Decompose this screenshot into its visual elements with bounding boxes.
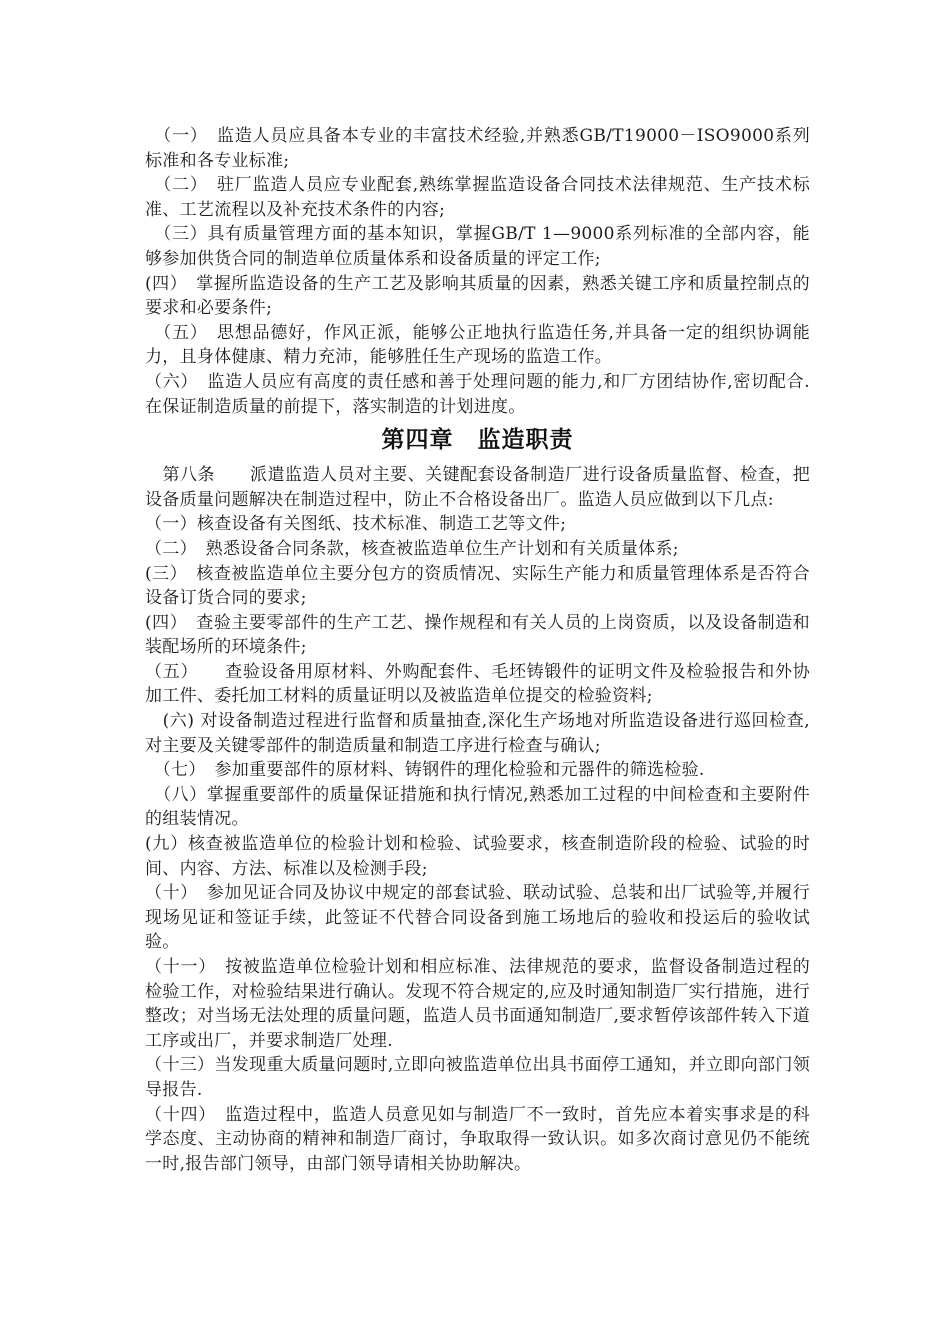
duty-item-9: (九）核查被监造单位的检验计划和检验、试验要求，核查制造阶段的检验、试验的时间、内容、方法、标准以及检测手段; <box>145 834 810 879</box>
article-8-intro: 第八条 派遣监造人员对主要、关键配套设备制造厂进行设备质量监督、检查，把设备质量问题解决在制造过程中，防止不合格设备出厂。监造人员应做到以下几点: <box>145 465 810 510</box>
duty-item-3: (三） 核查被监造单位主要分包方的资质情况、实际生产能力和质量管理体系是否符合设备订货合同的要求; <box>145 563 810 609</box>
qualification-item-4: (四） 掌握所监造设备的生产工艺及影响其质量的因素，熟悉关键工序和质量控制点的要求和必要条件; <box>145 273 810 319</box>
qualification-item-5: （五） 思想品德好，作风正派，能够公正地执行监造任务,并具备一定的组织协调能力，且身体健康、精力充沛，能够胜任生产现场的监造工作。 <box>145 322 810 368</box>
document-body <box>145 124 810 1176</box>
duty-item-1: （一）核查设备有关图纸、技术标准、制造工艺等文件; <box>145 514 567 535</box>
qualification-item-3: （三）具有质量管理方面的基本知识，掌握GB/T 1—9000系列标准的全部内容，能够参加供货合同的制造单位质量体系和设备质量的评定工作; <box>145 224 810 269</box>
chapter-title: 第四章 监造职责 <box>381 427 574 454</box>
qualification-item-1: （一） 监造人员应具备本专业的丰富技术经验,并熟悉GB/T19000－ISO9000系列标准和各专业标准; <box>145 126 810 171</box>
duty-item-4: (四） 查验主要零部件的生产工艺、操作规程和有关人员的上岗资质，以及设备制造和装配场所的环境条件; <box>145 612 810 658</box>
qualification-list <box>145 124 810 419</box>
duty-item-7: （七） 参加重要部件的原材料、铸钢件的理化检验和元器件的筛选检验. <box>145 760 705 781</box>
duty-item-2: （二） 熟悉设备合同条款，核查被监造单位生产计划和有关质量体系; <box>145 538 679 559</box>
duty-item-10: （十） 参加见证合同及协议中规定的部套试验、联动试验、总装和出厂试验等,并履行现场见证和签证手续，此签证不代替合同设备到施工场地后的验收和投运后的验收试验。 <box>145 883 810 953</box>
duty-list <box>145 512 810 1176</box>
qualification-item-6: （六） 监造人员应有高度的责任感和善于处理问题的能力,和厂方团结协作,密切配合.在保证制造质量的前提下，落实制造的计划进度。 <box>145 371 810 417</box>
duty-item-11: （十一） 按被监造单位检验计划和相应标准、法律规范的要求，监督设备制造过程的检验工作，对检验结果进行确认。发现不符合规定的,应及时通知制造厂实行措施，进行整改；对当场无法处理的质量问题，监造人员书面通知制造厂,要求暂停该部件转入下道工序或出厂，并要求制造厂处理. <box>145 957 810 1051</box>
qualification-item-2: （二） 驻厂监造人员应专业配套,熟练掌握监造设备合同技术法律规范、生产技术标准、工艺流程以及补充技术条件的内容; <box>145 175 810 220</box>
duty-item-6: (六) 对设备制造过程进行监督和质量抽查,深化生产场地对所监造设备进行巡回检查,对主要及关键零部件的制造质量和制造工序进行检查与确认; <box>145 711 810 756</box>
duty-item-8: （八）掌握重要部件的质量保证措施和执行情况,熟悉加工过程的中间检查和主要附件的组装情况。 <box>145 784 810 830</box>
duty-item-14: （十四） 监造过程中，监造人员意见如与制造厂不一致时，首先应本着实事求是的科学态度、主动协商的精神和制造厂商讨，争取取得一致认识。如多次商讨意见仍不能统一时,报告部门领导，由部门领导请相关协助解决。 <box>145 1104 810 1174</box>
duty-item-5: （五） 查验设备用原材料、外购配套件、毛坯铸锻件的证明文件及检验报告和外协加工件、委托加工材料的质量证明以及被监造单位提交的检验资料; <box>145 661 810 707</box>
duty-item-13: （十三）当发现重大质量问题时,立即向被监造单位出具书面停工通知，并立即向部门领导报告. <box>145 1055 810 1100</box>
